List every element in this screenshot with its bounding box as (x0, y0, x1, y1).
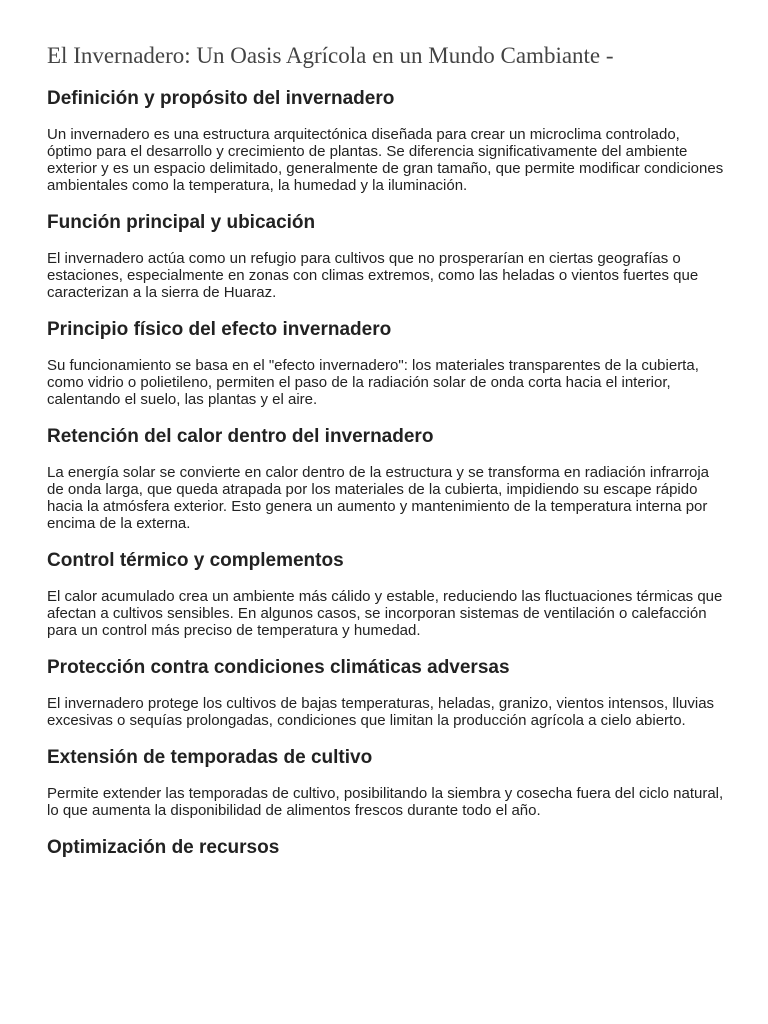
section-paragraph: El invernadero actúa como un refugio para cultivos que no prosperarían en ciertas geografías o estaciones, especialmente en zonas con climas extremos, como las heladas o vientos fuertes que caracterizan a la sierra de Huaraz. (47, 250, 699, 301)
section-paragraph: Su funcionamiento se basa en el "efecto invernadero": los materiales transparentes de la cubierta, como vidrio o polietileno, permiten el paso de la radiación solar de onda corta hacia el interior, calentando el suelo, las plantas y el aire. (47, 357, 699, 408)
section-heading: Principio físico del efecto invernadero (47, 319, 392, 340)
section-paragraph: El invernadero protege los cultivos de bajas temperaturas, heladas, granizo, vientos intensos, lluvias excesivas o sequías prolongadas, condiciones que limitan la producción agrícola a cielo abierto. (47, 695, 715, 729)
section-paragraph: Permite extender las temporadas de cultivo, posibilitando la siembra y cosecha fuera del ciclo natural, lo que aumenta la disponibilidad de alimentos frescos durante todo el año. (47, 785, 724, 819)
section-heading: Optimización de recursos (47, 837, 280, 858)
section-principio (47, 317, 727, 408)
section-optimizacion (47, 835, 727, 861)
section-retencion (47, 424, 727, 532)
section-proteccion (47, 655, 727, 729)
section-heading: Definición y propósito del invernadero (47, 88, 395, 109)
section-heading: Protección contra condiciones climáticas adversas (47, 657, 510, 678)
section-heading: Función principal y ubicación (47, 212, 316, 233)
section-paragraph: La energía solar se convierte en calor dentro de la estructura y se transforma en radiación infrarroja de onda larga, que queda atrapada por los materiales de la cubierta, impidiendo su escape rápido hacia la atmósfera exterior. Esto genera un aumento y mantenimiento de la temperatura interna por encima de la externa. (47, 464, 710, 532)
section-paragraph: El calor acumulado crea un ambiente más cálido y estable, reduciendo las fluctuaciones térmicas que afectan a cultivos sensibles. En algunos casos, se incorporan sistemas de ventilación o calefacción para un control más preciso de temperatura y humedad. (47, 588, 723, 639)
document-page (47, 40, 727, 877)
section-heading: Retención del calor dentro del invernadero (47, 426, 434, 447)
section-definicion (47, 86, 727, 194)
section-heading: Control térmico y complementos (47, 550, 344, 571)
section-funcion (47, 210, 727, 301)
section-control (47, 548, 727, 639)
document-title: El Invernadero: Un Oasis Agrícola en un Mundo Cambiante - (47, 43, 614, 68)
section-paragraph: Un invernadero es una estructura arquitectónica diseñada para crear un microclima controlado, óptimo para el desarrollo y crecimiento de plantas. Se diferencia significativamente del ambiente exterior y es un espacio delimitado, generalmente de gran tamaño, que permite modificar condiciones ambientales como la temperatura, la humedad y la iluminación. (47, 126, 724, 194)
section-heading: Extensión de temporadas de cultivo (47, 747, 373, 768)
section-extension (47, 745, 727, 819)
